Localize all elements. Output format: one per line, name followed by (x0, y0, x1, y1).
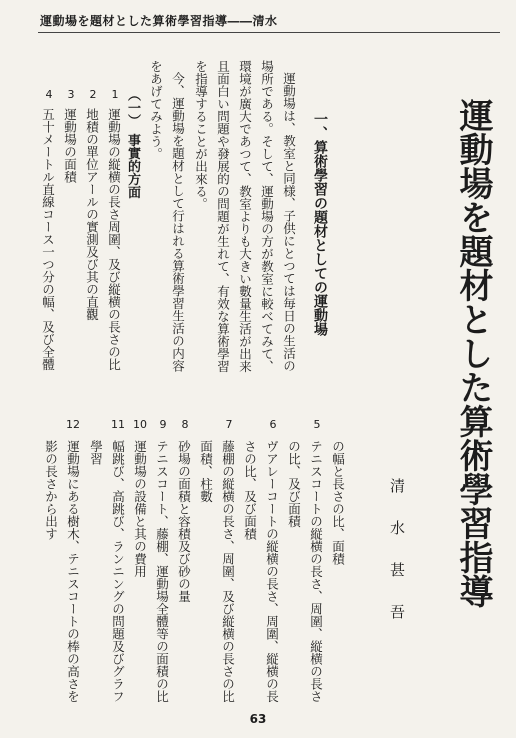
section-body-line: をあげてみよう。 (148, 60, 164, 160)
page-number: 63 (249, 712, 267, 726)
section-body-line: 場所である。そして、運動場の方が教室に較べてみて、 (259, 60, 275, 373)
item-text: の比、及び面積 (286, 440, 302, 528)
item-text: 地積の單位アールの實測及び其の直觀 (84, 108, 100, 321)
article-title: 運動場を題材とした算術學習指導 (453, 98, 493, 608)
item-text: 學習 (88, 440, 104, 465)
item-number: 10 (133, 418, 147, 431)
section-body-line: を指導することが出來る。 (193, 60, 209, 210)
item-text: 運動場の面積 (62, 108, 78, 183)
running-header-horizontal: 運動場を題材とした算術學習指導――清水 (40, 14, 278, 28)
item-text: 運動場の縦横の長さ周圍、及び縦横の長さの比 (106, 108, 122, 371)
item-number: 5 (313, 418, 321, 431)
author-name: 清 水 甚 吾 (388, 478, 406, 625)
item-number: 1 (111, 88, 119, 101)
section-body-line: 今、運動場を題材として行はれる算術學習生活の内容 (170, 72, 186, 372)
item-text: 藤棚の縦横の長さ、周圍、及び縦横の長さの比 (220, 440, 236, 703)
item-number: 8 (181, 418, 189, 431)
item-text: 運動場の設備と其の費用 (132, 440, 148, 578)
item-number: 4 (45, 88, 53, 101)
item-text: さの比、及び面積 (242, 440, 258, 540)
section-heading: 一、算術學習の題材としての運動場 (312, 112, 328, 336)
item-text: ヴアレーコートの縦横の長さ、周圍、縦横の長 (264, 440, 280, 703)
item-text: 幅跳び、高跳び、ランニングの問題及びグラフ (110, 440, 126, 703)
item-text: 面積、柱數 (198, 440, 214, 503)
item-text: 五十メートル直線コース一つ分の幅、及び全體 (40, 108, 56, 371)
item-number: 12 (66, 418, 80, 431)
header-rule (38, 32, 500, 33)
item-text: テニスコート、藤棚、運動場全體等の面積の比 (154, 440, 170, 703)
section-body-line: 且面白い問題や發展的の問題が生れて、有效な算術學習 (215, 60, 231, 373)
section-body-line: 環境が廣大であつて、教室よりも大きい數量生活が出来 (237, 60, 253, 373)
item-text: テニスコートの縦横の長さ、周圍、縦横の長さ (308, 440, 324, 703)
item-text: 影の長さから出す (43, 440, 59, 540)
subsection-heading: （一） 事實的方面 (125, 88, 140, 199)
item-text: 運動場にある樹木、テニスコートの棒の高さを (65, 440, 81, 703)
item-text: の幅と長さの比、面積 (330, 440, 346, 565)
section-body-line: 運動場は、教室と同様、子供にとつては毎日の生活の (281, 72, 297, 372)
item-number: 9 (159, 418, 167, 431)
item-number: 6 (269, 418, 277, 431)
item-number: 7 (225, 418, 233, 431)
item-number: 3 (67, 88, 75, 101)
item-number: 11 (111, 418, 125, 431)
item-number: 2 (89, 88, 97, 101)
item-text: 砂場の面積と容積及び砂の量 (176, 440, 192, 603)
